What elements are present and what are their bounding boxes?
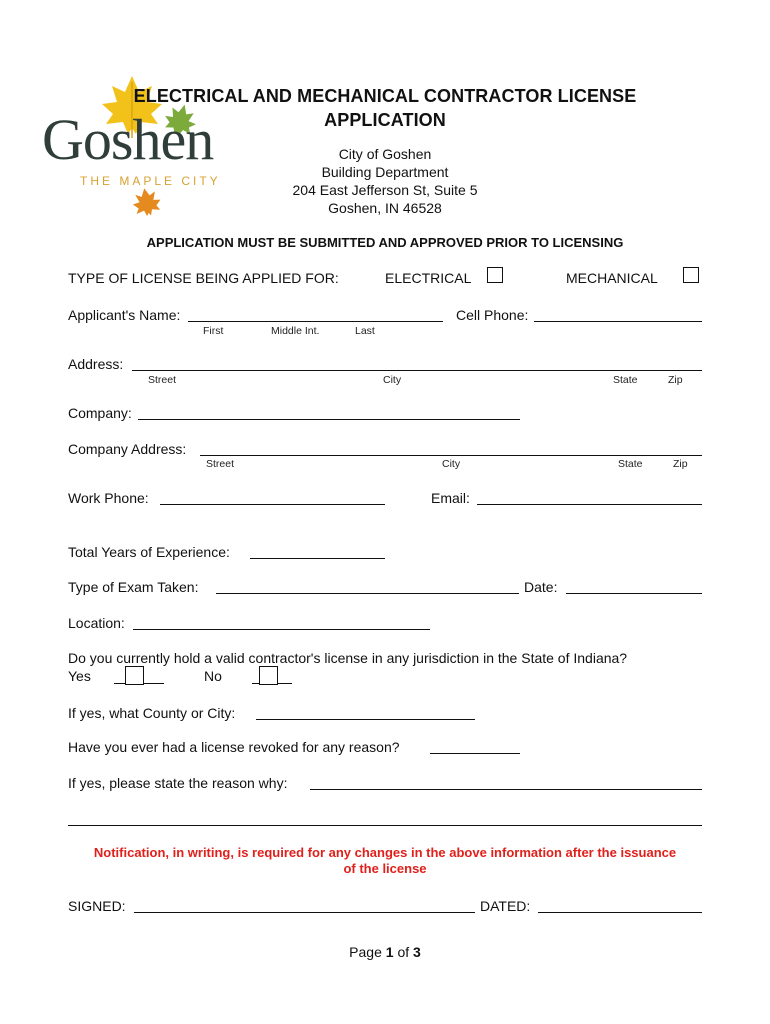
signed-label: SIGNED: <box>68 898 126 914</box>
company-state-caption: State <box>618 458 643 470</box>
form-title-line1: ELECTRICAL AND MECHANICAL CONTRACTOR LICENSE <box>133 86 637 106</box>
applicant-name-label: Applicant's Name: <box>68 307 181 323</box>
company-field[interactable] <box>138 419 520 420</box>
exam-date-label: Date: <box>524 579 558 595</box>
page-indicator <box>0 944 770 960</box>
address-line-4: Goshen, IN 46528 <box>328 200 442 216</box>
no-checkbox[interactable] <box>259 666 278 685</box>
exam-type-label: Type of Exam Taken: <box>68 579 199 595</box>
reason-field[interactable] <box>310 789 702 790</box>
electrical-checkbox[interactable] <box>487 267 503 283</box>
signature-field[interactable] <box>134 912 475 913</box>
reason-field-line-2[interactable] <box>68 825 702 826</box>
logo-tagline: THE MAPLE CITY <box>80 174 221 188</box>
work-phone-field[interactable] <box>160 504 385 505</box>
location-field[interactable] <box>133 629 430 630</box>
page-number: 1 <box>385 944 394 960</box>
notification-notice <box>60 845 710 877</box>
yes-checkbox[interactable] <box>125 666 144 685</box>
form-title <box>60 84 710 132</box>
company-city-caption: City <box>442 458 461 470</box>
mechanical-checkbox[interactable] <box>683 267 699 283</box>
address-label: Address: <box>68 356 124 372</box>
county-city-label: If yes, what County or City: <box>68 705 236 721</box>
logo-wordmark: Goshen <box>42 107 214 172</box>
address-city-caption: City <box>383 374 402 386</box>
exam-date-field[interactable] <box>566 593 702 594</box>
electrical-label: ELECTRICAL <box>385 270 472 286</box>
cell-phone-field[interactable] <box>534 321 702 322</box>
exam-type-field[interactable] <box>216 593 519 594</box>
reason-label: If yes, please state the reason why: <box>68 775 288 791</box>
last-name-caption: Last <box>355 325 375 337</box>
company-zip-caption: Zip <box>673 458 688 470</box>
address-zip-caption: Zip <box>668 374 683 386</box>
first-name-caption: First <box>203 325 224 337</box>
address-line-2: Building Department <box>321 164 449 180</box>
company-street-caption: Street <box>206 458 235 470</box>
of-word: of <box>397 944 410 960</box>
address-line-1: City of Goshen <box>338 146 432 162</box>
address-field[interactable] <box>132 370 702 371</box>
notification-line-2: of the license <box>343 861 427 876</box>
dated-label: DATED: <box>480 898 531 914</box>
middle-initial-caption: Middle Int. <box>271 325 320 337</box>
dated-field[interactable] <box>538 912 702 913</box>
department-address <box>255 145 515 217</box>
email-field[interactable] <box>477 504 702 505</box>
location-label: Location: <box>68 615 125 631</box>
email-label: Email: <box>431 490 470 506</box>
address-state-caption: State <box>613 374 638 386</box>
work-phone-label: Work Phone: <box>68 490 149 506</box>
valid-license-question: Do you currently hold a valid contractor's license in any jurisdiction in the State of Indiana? <box>68 650 628 666</box>
company-label: Company: <box>68 405 132 421</box>
notification-line-1: Notification, in writing, is required for any changes in the above information after the issuance <box>93 845 677 860</box>
applicant-name-field[interactable] <box>188 321 443 322</box>
revoked-question: Have you ever had a license revoked for any reason? <box>68 739 400 755</box>
page-word: Page <box>349 944 382 960</box>
form-title-line2: APPLICATION <box>324 110 446 130</box>
submission-notice: APPLICATION MUST BE SUBMITTED AND APPROVED PRIOR TO LICENSING <box>146 235 624 250</box>
experience-label: Total Years of Experience: <box>68 544 230 560</box>
page-total: 3 <box>413 944 421 960</box>
address-street-caption: Street <box>148 374 177 386</box>
revoked-field[interactable] <box>430 753 520 754</box>
cell-phone-label: Cell Phone: <box>456 307 529 323</box>
experience-field[interactable] <box>250 558 385 559</box>
no-label: No <box>204 668 222 684</box>
county-city-field[interactable] <box>256 719 475 720</box>
address-line-3: 204 East Jefferson St, Suite 5 <box>292 182 478 198</box>
company-address-label: Company Address: <box>68 441 187 457</box>
license-type-label: TYPE OF LICENSE BEING APPLIED FOR: <box>68 270 339 286</box>
mechanical-label: MECHANICAL <box>566 270 658 286</box>
company-address-field[interactable] <box>200 455 702 456</box>
yes-label: Yes <box>68 668 91 684</box>
